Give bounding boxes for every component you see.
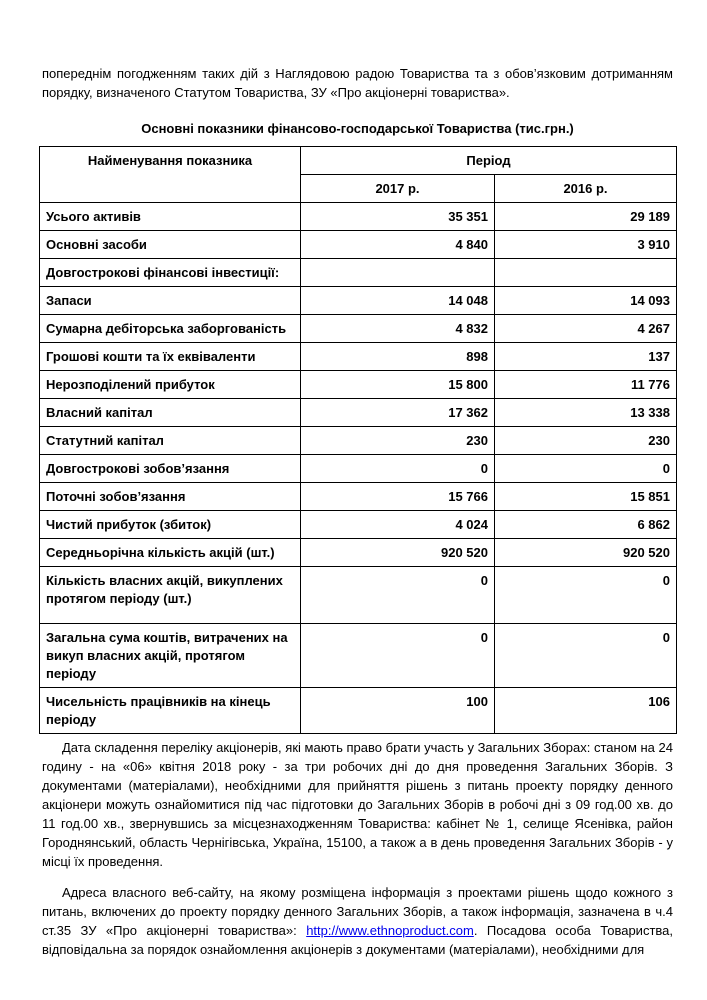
indicator-name-cell: Довгострокові фінансові інвестиції: <box>40 259 301 287</box>
table-row <box>40 399 677 427</box>
value-2016-cell: 0 <box>495 567 677 624</box>
value-2017-cell: 15 800 <box>301 371 495 399</box>
indicator-name-cell: Нерозподілений прибуток <box>40 371 301 399</box>
table-row <box>40 624 677 688</box>
value-2016-cell: 137 <box>495 343 677 371</box>
table-row <box>40 455 677 483</box>
value-2017-cell: 4 840 <box>301 231 495 259</box>
indicator-name-cell: Довгострокові зобов’язання <box>40 455 301 483</box>
table-row <box>40 371 677 399</box>
table-row <box>40 259 677 287</box>
value-2016-cell: 29 189 <box>495 203 677 231</box>
value-2016-cell: 6 862 <box>495 511 677 539</box>
value-2016-cell: 0 <box>495 455 677 483</box>
value-2017-cell: 14 048 <box>301 287 495 315</box>
website-link[interactable]: http://www.ethnoproduct.com <box>306 923 474 938</box>
value-2016-cell: 15 851 <box>495 483 677 511</box>
indicator-name-cell: Усього активів <box>40 203 301 231</box>
indicator-name-cell: Власний капітал <box>40 399 301 427</box>
value-2016-cell: 0 <box>495 624 677 688</box>
table-title: Основні показники фінансово-господарської Товариства (тис.грн.) <box>141 121 574 136</box>
value-2017-cell: 230 <box>301 427 495 455</box>
value-2017-cell: 17 362 <box>301 399 495 427</box>
value-2016-cell: 230 <box>495 427 677 455</box>
website-text-after: . Посадова особа Товариства, відповідальна за порядок ознайомлення акціонерів з документами (матеріалами), необхідними для <box>42 923 674 957</box>
table-row <box>40 688 677 734</box>
table-row <box>40 511 677 539</box>
value-2016-cell: 4 267 <box>495 315 677 343</box>
value-2017-cell: 920 520 <box>301 539 495 567</box>
table-row <box>40 427 677 455</box>
value-2017-cell: 4 832 <box>301 315 495 343</box>
indicator-name-cell: Кількість власних акцій, викуплених протягом періоду (шт.) <box>40 567 301 624</box>
table-row <box>40 539 677 567</box>
indicator-name-cell: Чисельність працівників на кінець періоду <box>40 688 301 734</box>
website-text-before: Адреса власного веб-сайту, на якому розміщена інформація з проектами рішень щодо кожного з питань, включених до проекту порядку денного Загальних Зборів, а також інформація, зазначена в ч.4 ст.35 ЗУ «Про акціонерні товариства»: <box>42 885 673 938</box>
value-2017-cell: 15 766 <box>301 483 495 511</box>
indicator-name-cell: Статутний капітал <box>40 427 301 455</box>
table-row <box>40 315 677 343</box>
indicator-name-cell: Середньорічна кількість акцій (шт.) <box>40 539 301 567</box>
value-2016-cell: 11 776 <box>495 371 677 399</box>
value-2017-cell: 100 <box>301 688 495 734</box>
value-2017-cell <box>301 259 495 287</box>
table-row <box>40 343 677 371</box>
value-2017-cell: 0 <box>301 624 495 688</box>
value-2017-cell: 0 <box>301 567 495 624</box>
intro-paragraph: попереднім погодженням таких дій з Наглядовою радою Товариства та з обов’язковим дотриманням порядку, визначеного Статутом Товариства, ЗУ «Про акціонерні товариства». <box>42 66 673 100</box>
indicator-name-cell: Поточні зобов’язання <box>40 483 301 511</box>
indicator-name-cell: Чистий прибуток (збиток) <box>40 511 301 539</box>
value-2017-cell: 4 024 <box>301 511 495 539</box>
value-2016-cell: 13 338 <box>495 399 677 427</box>
table-header-row <box>40 147 677 175</box>
header-indicator-name: Найменування показника <box>40 147 301 203</box>
value-2017-cell: 35 351 <box>301 203 495 231</box>
indicator-name-cell: Основні засоби <box>40 231 301 259</box>
website-paragraph <box>42 883 673 959</box>
indicator-name-cell: Сумарна дебіторська заборгованість <box>40 315 301 343</box>
value-2016-cell: 3 910 <box>495 231 677 259</box>
header-period: Період <box>301 147 677 175</box>
shareholders-date-paragraph: Дата складення переліку акціонерів, які мають право брати участь у Загальних Зборах: станом на 24 годину - на «06» квітня 2018 року - за три робочих дні до дня проведення Загальних Зборів. З документами (матеріалами), необхідними для прийняття рішень з питань проекту порядку денного акціонери можуть ознайомитися під час підготовки до Загальних Зборів в робочі дні з 09 год.00 хв. до 11 год.00 хв., звернувшись за місцезнаходженням Товариства: кабінет № 1, селище Ясенівка, район Городнянський, область Чернігівська, Україна, 15100, а також а в день проведення Загальних Зборів - у місці їх проведення. <box>42 740 673 869</box>
value-2016-cell: 14 093 <box>495 287 677 315</box>
table-row <box>40 287 677 315</box>
table-row <box>40 203 677 231</box>
indicator-name-cell: Запаси <box>40 287 301 315</box>
financial-indicators-table <box>39 146 677 734</box>
header-year-2017: 2017 р. <box>301 175 495 203</box>
value-2016-cell: 920 520 <box>495 539 677 567</box>
value-2016-cell: 106 <box>495 688 677 734</box>
header-year-2016: 2016 р. <box>495 175 677 203</box>
table-row <box>40 483 677 511</box>
value-2017-cell: 0 <box>301 455 495 483</box>
value-2017-cell: 898 <box>301 343 495 371</box>
table-row <box>40 567 677 624</box>
indicator-name-cell: Загальна сума коштів, витрачених на викуп власних акцій, протягом періоду <box>40 624 301 688</box>
table-row <box>40 231 677 259</box>
value-2016-cell <box>495 259 677 287</box>
document-page <box>42 64 673 959</box>
indicator-name-cell: Грошові кошти та їх еквіваленти <box>40 343 301 371</box>
